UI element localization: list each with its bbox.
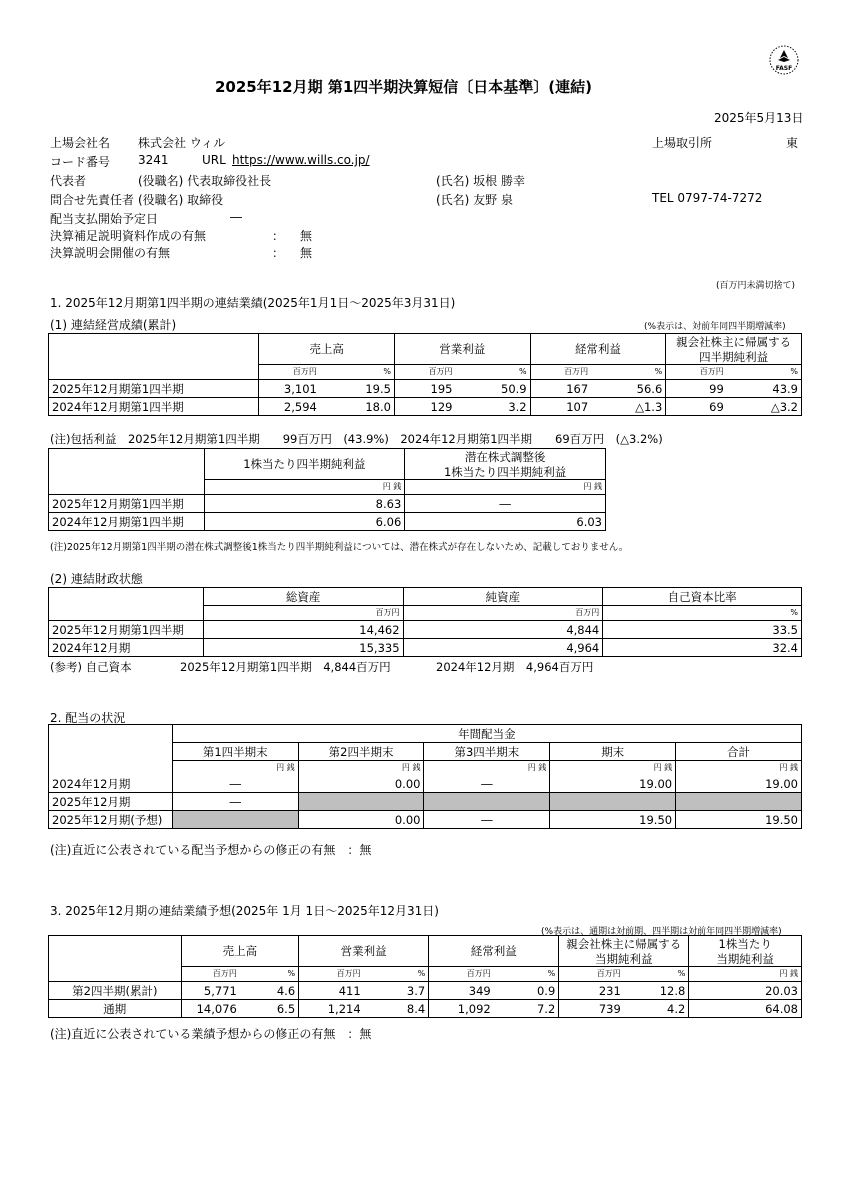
company-name: 株式会社 ウィル <box>138 136 226 150</box>
cell: 64.08 <box>689 1000 802 1018</box>
eps-table <box>48 448 606 531</box>
unit: 円 銭 <box>424 761 550 776</box>
rounding-note: (百万円未満切捨て) <box>716 281 796 291</box>
row-label: 2025年12月期第1四半期 <box>49 380 259 398</box>
col-total: 合計 <box>676 743 802 761</box>
table-row <box>49 513 606 531</box>
cell: △3.2 <box>727 398 802 416</box>
cell: 56.6 <box>591 380 666 398</box>
unit: 円 銭 <box>172 761 298 776</box>
cell: △1.3 <box>591 398 666 416</box>
contact-title: (役職名) 取締役 <box>138 193 224 207</box>
col-ord-profit: 経常利益 <box>429 936 559 967</box>
col-sales: 売上高 <box>181 936 299 967</box>
row-label: 2025年12月期 <box>49 793 173 811</box>
brief-colon: ： <box>272 246 285 260</box>
unit: 百万円 <box>403 606 603 621</box>
cell: 1,092 <box>429 1000 494 1018</box>
col-op-profit: 営業利益 <box>299 936 429 967</box>
row-label: 2024年12月期第1四半期 <box>49 398 259 416</box>
table-row <box>49 775 802 793</box>
unit: % <box>591 365 666 380</box>
unit-row-label <box>49 480 205 495</box>
cell: 4,964 <box>403 639 603 657</box>
col-net-profit-2: 当期純利益 <box>559 951 689 967</box>
cell: 4.2 <box>624 1000 689 1018</box>
code-value: 3241 <box>138 153 169 167</box>
col-ord-profit: 経常利益 <box>530 334 666 365</box>
unit-row-label <box>49 761 173 776</box>
unit: % <box>456 365 531 380</box>
col-total-assets: 総資産 <box>203 588 403 606</box>
cell: 0.00 <box>298 811 424 829</box>
cell: 231 <box>559 982 624 1000</box>
col-q1: 第1四半期末 <box>172 743 298 761</box>
section1-heading: 1. 2025年12月期第1四半期の連結業績(2025年1月1日～2025年3月31日) <box>50 296 456 310</box>
table-row <box>49 398 802 416</box>
cell: 14,076 <box>181 1000 240 1018</box>
corner-cell <box>49 588 204 606</box>
unit: 円 銭 <box>204 480 405 495</box>
unit: % <box>364 967 429 982</box>
unit: % <box>624 967 689 982</box>
shaded-cell <box>676 793 802 811</box>
unit: 円 銭 <box>676 761 802 776</box>
cell: 19.00 <box>676 775 802 793</box>
col-diluted-2: 1株当たり四半期純利益 <box>405 464 606 480</box>
div-date-value: ― <box>230 210 242 224</box>
cell: 411 <box>299 982 364 1000</box>
section3-heading: 3. 2025年12月期の連結業績予想(2025年 1月 1日～2025年12月31日) <box>50 904 439 918</box>
col-year-end: 期末 <box>550 743 676 761</box>
cell: 3.7 <box>364 982 429 1000</box>
cell: 19.50 <box>550 811 676 829</box>
cell: 20.03 <box>689 982 802 1000</box>
contact-name: (氏名) 友野 泉 <box>436 193 513 207</box>
div-date-label: 配当支払開始予定日 <box>50 212 159 226</box>
forecast-note: (注)直近に公表されている業績予想からの修正の有無 ：無 <box>50 1027 372 1041</box>
unit: 百万円 <box>559 967 624 982</box>
unit-row-label <box>49 365 259 380</box>
cell: ― <box>172 775 298 793</box>
forecast-table <box>48 935 802 1018</box>
unit: % <box>320 365 395 380</box>
cell: 33.5 <box>603 621 802 639</box>
unit: 百万円 <box>530 365 591 380</box>
row-label: 2025年12月期第1四半期 <box>49 495 205 513</box>
comprehensive-income-note: (注)包括利益 2025年12月期第1四半期 99百万円 (43.9%) 2024年12月期第1四半期 69百万円 (△3.2%) <box>50 432 663 446</box>
table-row <box>49 621 802 639</box>
contact-label: 問合せ先責任者 <box>50 193 135 207</box>
cell: 19.50 <box>676 811 802 829</box>
cell: 3,101 <box>259 380 320 398</box>
col-net-assets: 純資産 <box>403 588 603 606</box>
cell: 8.63 <box>204 495 405 513</box>
cell: 14,462 <box>203 621 403 639</box>
unit: 百万円 <box>394 365 455 380</box>
rep-label: 代表者 <box>50 174 87 188</box>
unit: % <box>494 967 559 982</box>
page-title: 2025年12月期 第1四半期決算短信〔日本基準〕(連結) <box>215 78 592 96</box>
table-row <box>49 495 606 513</box>
shaded-cell <box>424 793 550 811</box>
tel: TEL 0797-74-7272 <box>652 191 763 205</box>
row-label: 2025年12月期第1四半期 <box>49 621 204 639</box>
supp-colon: ： <box>272 229 285 243</box>
name-label: 上場会社名 <box>50 136 111 150</box>
col-eps-1: 1株当たり <box>689 936 802 952</box>
corner-cell <box>49 725 173 761</box>
table-row <box>49 811 802 829</box>
col-eps-2: 当期純利益 <box>689 951 802 967</box>
unit: 百万円 <box>181 967 240 982</box>
unit: 円 銭 <box>689 967 802 982</box>
cell: 19.00 <box>550 775 676 793</box>
table-row <box>49 639 802 657</box>
corner-cell <box>49 334 259 365</box>
exchange-value: 東 <box>786 136 799 150</box>
unit: 百万円 <box>299 967 364 982</box>
cell: 4,844 <box>403 621 603 639</box>
url-label: URL <box>202 153 226 167</box>
row-label: 通期 <box>49 1000 182 1018</box>
brief-value: 無 <box>300 246 313 260</box>
shaded-cell <box>298 793 424 811</box>
shaded-cell <box>172 811 298 829</box>
section2-heading: 2. 配当の状況 <box>50 711 126 725</box>
unit: 百万円 <box>666 365 727 380</box>
cell: 69 <box>666 398 727 416</box>
unit: 百万円 <box>429 967 494 982</box>
cell: 19.5 <box>320 380 395 398</box>
col-op-profit: 営業利益 <box>394 334 530 365</box>
operating-results-table <box>48 333 802 416</box>
cell: 32.4 <box>603 639 802 657</box>
cell: 6.5 <box>240 1000 299 1018</box>
table-row <box>49 380 802 398</box>
unit: 百万円 <box>259 365 320 380</box>
dividend-note: (注)直近に公表されている配当予想からの修正の有無 ：無 <box>50 843 372 857</box>
col-net-profit-1: 親会社株主に帰属する <box>559 936 689 952</box>
corner-cell <box>49 449 205 480</box>
table-row <box>49 1000 802 1018</box>
unit: % <box>603 606 802 621</box>
row-label: 2024年12月期 <box>49 775 173 793</box>
row-label: 第2四半期(累計) <box>49 982 182 1000</box>
cell: 3.2 <box>456 398 531 416</box>
dividend-table <box>48 724 802 829</box>
cell: 4.6 <box>240 982 299 1000</box>
col-q3: 第3四半期末 <box>424 743 550 761</box>
cell: 50.9 <box>456 380 531 398</box>
col-sales: 売上高 <box>259 334 395 365</box>
unit: % <box>240 967 299 982</box>
brief-label: 決算説明会開催の有無 <box>50 246 171 260</box>
ref-label: (参考) 自己資本 <box>50 660 132 674</box>
unit: 円 銭 <box>405 480 606 495</box>
rep-name: (氏名) 坂根 勝幸 <box>436 174 525 188</box>
table-row <box>49 793 802 811</box>
unit-row-label <box>49 967 182 982</box>
supp-label: 決算補足説明資料作成の有無 <box>50 229 207 243</box>
cell: ― <box>424 775 550 793</box>
supp-value: 無 <box>300 229 313 243</box>
section1-sub1-note: (%表示は、対前年同四半期増減率) <box>644 322 786 332</box>
rep-title: (役職名) 代表取締役社長 <box>138 174 272 188</box>
col-net-profit-1: 親会社株主に帰属する <box>666 334 802 350</box>
cell: ― <box>405 495 606 513</box>
financial-position-table <box>48 587 802 657</box>
col-group-annual-dividend: 年間配当金 <box>172 725 801 743</box>
cell: 99 <box>666 380 727 398</box>
cell: 195 <box>394 380 455 398</box>
unit: 円 銭 <box>298 761 424 776</box>
code-label: コード番号 <box>50 155 111 169</box>
cell: 349 <box>429 982 494 1000</box>
col-net-profit-2: 四半期純利益 <box>666 349 802 365</box>
row-label: 2025年12月期(予想) <box>49 811 173 829</box>
cell: 0.00 <box>298 775 424 793</box>
row-label: 2024年12月期第1四半期 <box>49 513 205 531</box>
table-row <box>49 982 802 1000</box>
unit: % <box>727 365 802 380</box>
cell: 6.03 <box>405 513 606 531</box>
col-diluted-1: 潜在株式調整後 <box>405 449 606 465</box>
col-q2: 第2四半期末 <box>298 743 424 761</box>
row-label: 2024年12月期 <box>49 639 204 657</box>
cell: 167 <box>530 380 591 398</box>
cell: 739 <box>559 1000 624 1018</box>
cell: 107 <box>530 398 591 416</box>
section3-note-top: (%表示は、通期は対前期、四半期は対前年同四半期増減率) <box>541 927 782 937</box>
exchange-label: 上場取引所 <box>652 136 713 150</box>
fasf-logo <box>768 44 800 76</box>
unit: 百万円 <box>203 606 403 621</box>
col-eps: 1株当たり四半期純利益 <box>204 449 405 480</box>
cell: 18.0 <box>320 398 395 416</box>
section1-sub2: (2) 連結財政状態 <box>50 572 143 586</box>
cell: 129 <box>394 398 455 416</box>
corner-cell <box>49 936 182 967</box>
cell: 1,214 <box>299 1000 364 1018</box>
eps-note: (注)2025年12月期第1四半期の潜在株式調整後1株当たり四半期純利益については、潜在株式が存在しないため、記載しておりません。 <box>50 542 629 553</box>
cell: 12.8 <box>624 982 689 1000</box>
report-date: 2025年5月13日 <box>714 111 804 125</box>
unit-row-label <box>49 606 204 621</box>
ref-value-2: 2024年12月期 4,964百万円 <box>436 660 594 674</box>
unit: 円 銭 <box>550 761 676 776</box>
cell: 15,335 <box>203 639 403 657</box>
cell: 5,771 <box>181 982 240 1000</box>
cell: ― <box>172 793 298 811</box>
ref-value-1: 2025年12月期第1四半期 4,844百万円 <box>180 660 391 674</box>
cell: 8.4 <box>364 1000 429 1018</box>
cell: 6.06 <box>204 513 405 531</box>
col-equity-ratio: 自己資本比率 <box>603 588 802 606</box>
section1-sub1: (1) 連結経営成績(累計) <box>50 318 177 332</box>
shaded-cell <box>550 793 676 811</box>
cell: 7.2 <box>494 1000 559 1018</box>
company-url-link[interactable]: https://www.wills.co.jp/ <box>232 153 370 167</box>
cell: ― <box>424 811 550 829</box>
cell: 2,594 <box>259 398 320 416</box>
cell: 0.9 <box>494 982 559 1000</box>
cell: 43.9 <box>727 380 802 398</box>
svg-text:FASF: FASF <box>775 65 793 72</box>
